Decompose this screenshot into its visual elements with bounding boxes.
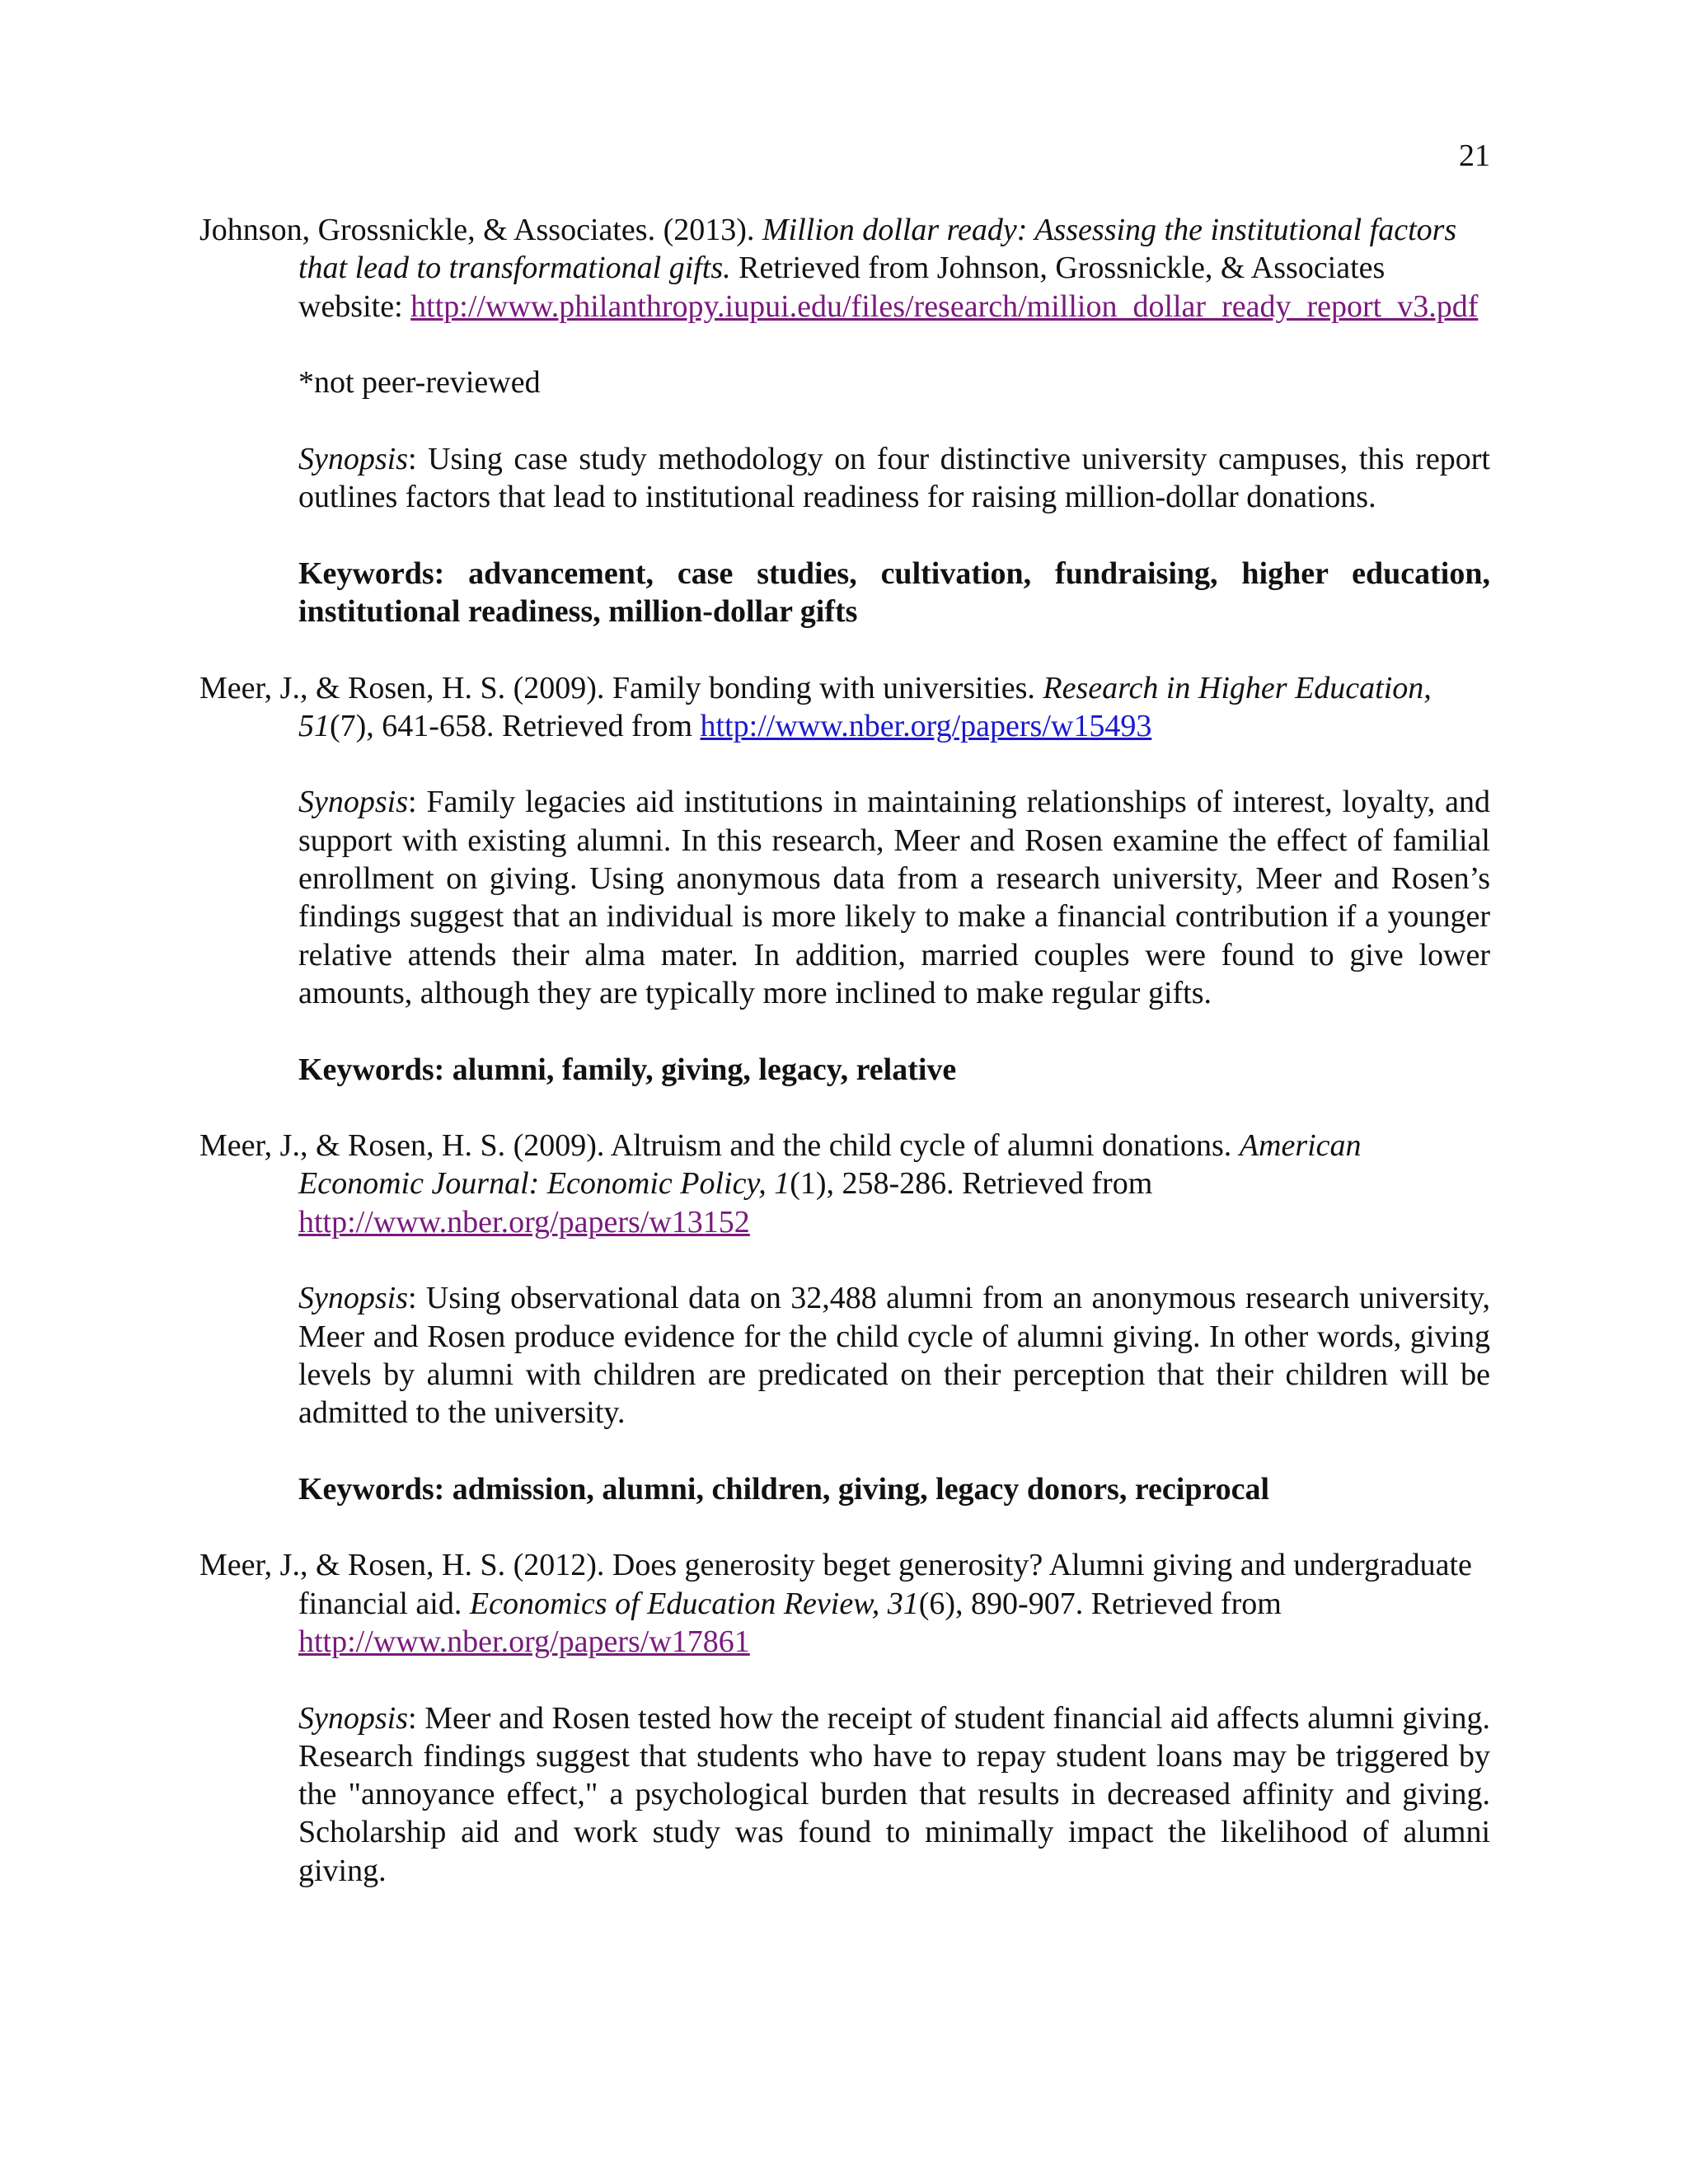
citation-authors: Johnson, Grossnickle, & Associates. (2013). [199,213,762,247]
citation [199,1546,1490,1661]
keywords: Keywords: advancement, case studies, cultivation, fundraising, higher education, institutional readiness, million-dollar gifts [298,555,1490,629]
citation-journal: Research in Higher Education, 51 [298,670,1432,743]
citation-authors: Meer, J., & Rosen, H. S. (2009). Family bonding with universities. [199,670,1043,705]
keywords: Keywords: admission, alumni, children, giving, legacy donors, reciprocal [298,1471,1270,1507]
synopsis [298,1699,1490,1890]
citation-title: Million dollar ready: Assessing the institutional factors that lead to transformational gifts. [298,213,1457,286]
citation-link[interactable]: http://www.nber.org/papers/w17861 [298,1624,750,1659]
peer-review-note: *not peer-reviewed [298,365,541,401]
synopsis-text: : Using case study methodology on four distinctive university campuses, this report outlines factors that lead to institutional readiness for raising million-dollar donations. [298,441,1490,515]
synopsis-label: Synopsis [298,1700,408,1736]
synopsis-text: : Using observational data on 32,488 alumni from an anonymous research university, Meer and Rosen produce evidence for the child cycle of alumni giving. In other words, giving levels by alumni with children are predicated on their perception that their children will be admitted to the university. [298,1281,1490,1431]
bibliography-entry-meer-rosen-2009-family [199,669,1490,1089]
synopsis-label: Synopsis [298,441,408,476]
citation-retrieval: Retrieved from Johnson, Grossnickle, & Associates website: [298,251,1386,324]
synopsis [298,440,1490,517]
bibliography [199,211,1490,1928]
citation [199,211,1490,326]
citation-retrieval: (7), 641-658. Retrieved from [330,708,701,743]
bibliography-entry-meer-rosen-2009-altruism [199,1127,1490,1508]
citation [199,1127,1490,1241]
bibliography-entry-meer-rosen-2012 [199,1546,1490,1890]
synopsis-label: Synopsis [298,1281,408,1316]
synopsis-label: Synopsis [298,785,408,820]
page-number: 21 [1459,138,1490,173]
bibliography-entry-johnson-2013 [199,211,1490,630]
citation-retrieval: (1), 258-286. Retrieved from [790,1166,1153,1202]
citation [199,669,1490,746]
citation-link[interactable]: http://www.nber.org/papers/w15493 [700,708,1152,743]
keywords: Keywords: alumni, family, giving, legacy, relative [298,1052,957,1087]
citation-link[interactable]: http://www.nber.org/papers/w13152 [298,1204,750,1240]
citation-authors: Meer, J., & Rosen, H. S. (2012). Does generosity beget generosity? Alumni giving and undergraduate financial aid. [199,1548,1472,1621]
citation-link[interactable]: http://www.philanthropy.iupui.edu/files/research/million_dollar_ready_report_v3.pdf [410,288,1479,324]
synopsis [298,783,1490,1012]
synopsis-text: : Family legacies aid institutions in maintaining relationships of interest, loyalty, and support with existing alumni. In this research, Meer and Rosen examine the effect of familial enrollment on giving. Using anonymous data from a research university, Meer and Rosen’s findings suggest that an individual is more likely to make a financial contribution if a younger relative attends their alma mater. In addition, married couples were found to give lower amounts, although they are typically more inclined to make regular gifts. [298,785,1490,1010]
citation-journal: Economics of Education Review, 31 [469,1586,919,1621]
citation-journal: American Economic Journal: Economic Policy, 1 [298,1128,1362,1202]
citation-retrieval: (6), 890-907. Retrieved from [918,1586,1282,1621]
citation-authors: Meer, J., & Rosen, H. S. (2009). Altruism and the child cycle of alumni donations. [199,1128,1240,1164]
synopsis-text: : Meer and Rosen tested how the receipt of student financial aid affects alumni giving. Research findings suggest that students who have to repay student loans may be triggered by the "annoyance effect," a psychological burden that results in decreased affinity and giving. Scholarship aid and work study was found to minimally impact the likelihood of alumni giving. [298,1700,1490,1888]
synopsis [298,1279,1490,1432]
